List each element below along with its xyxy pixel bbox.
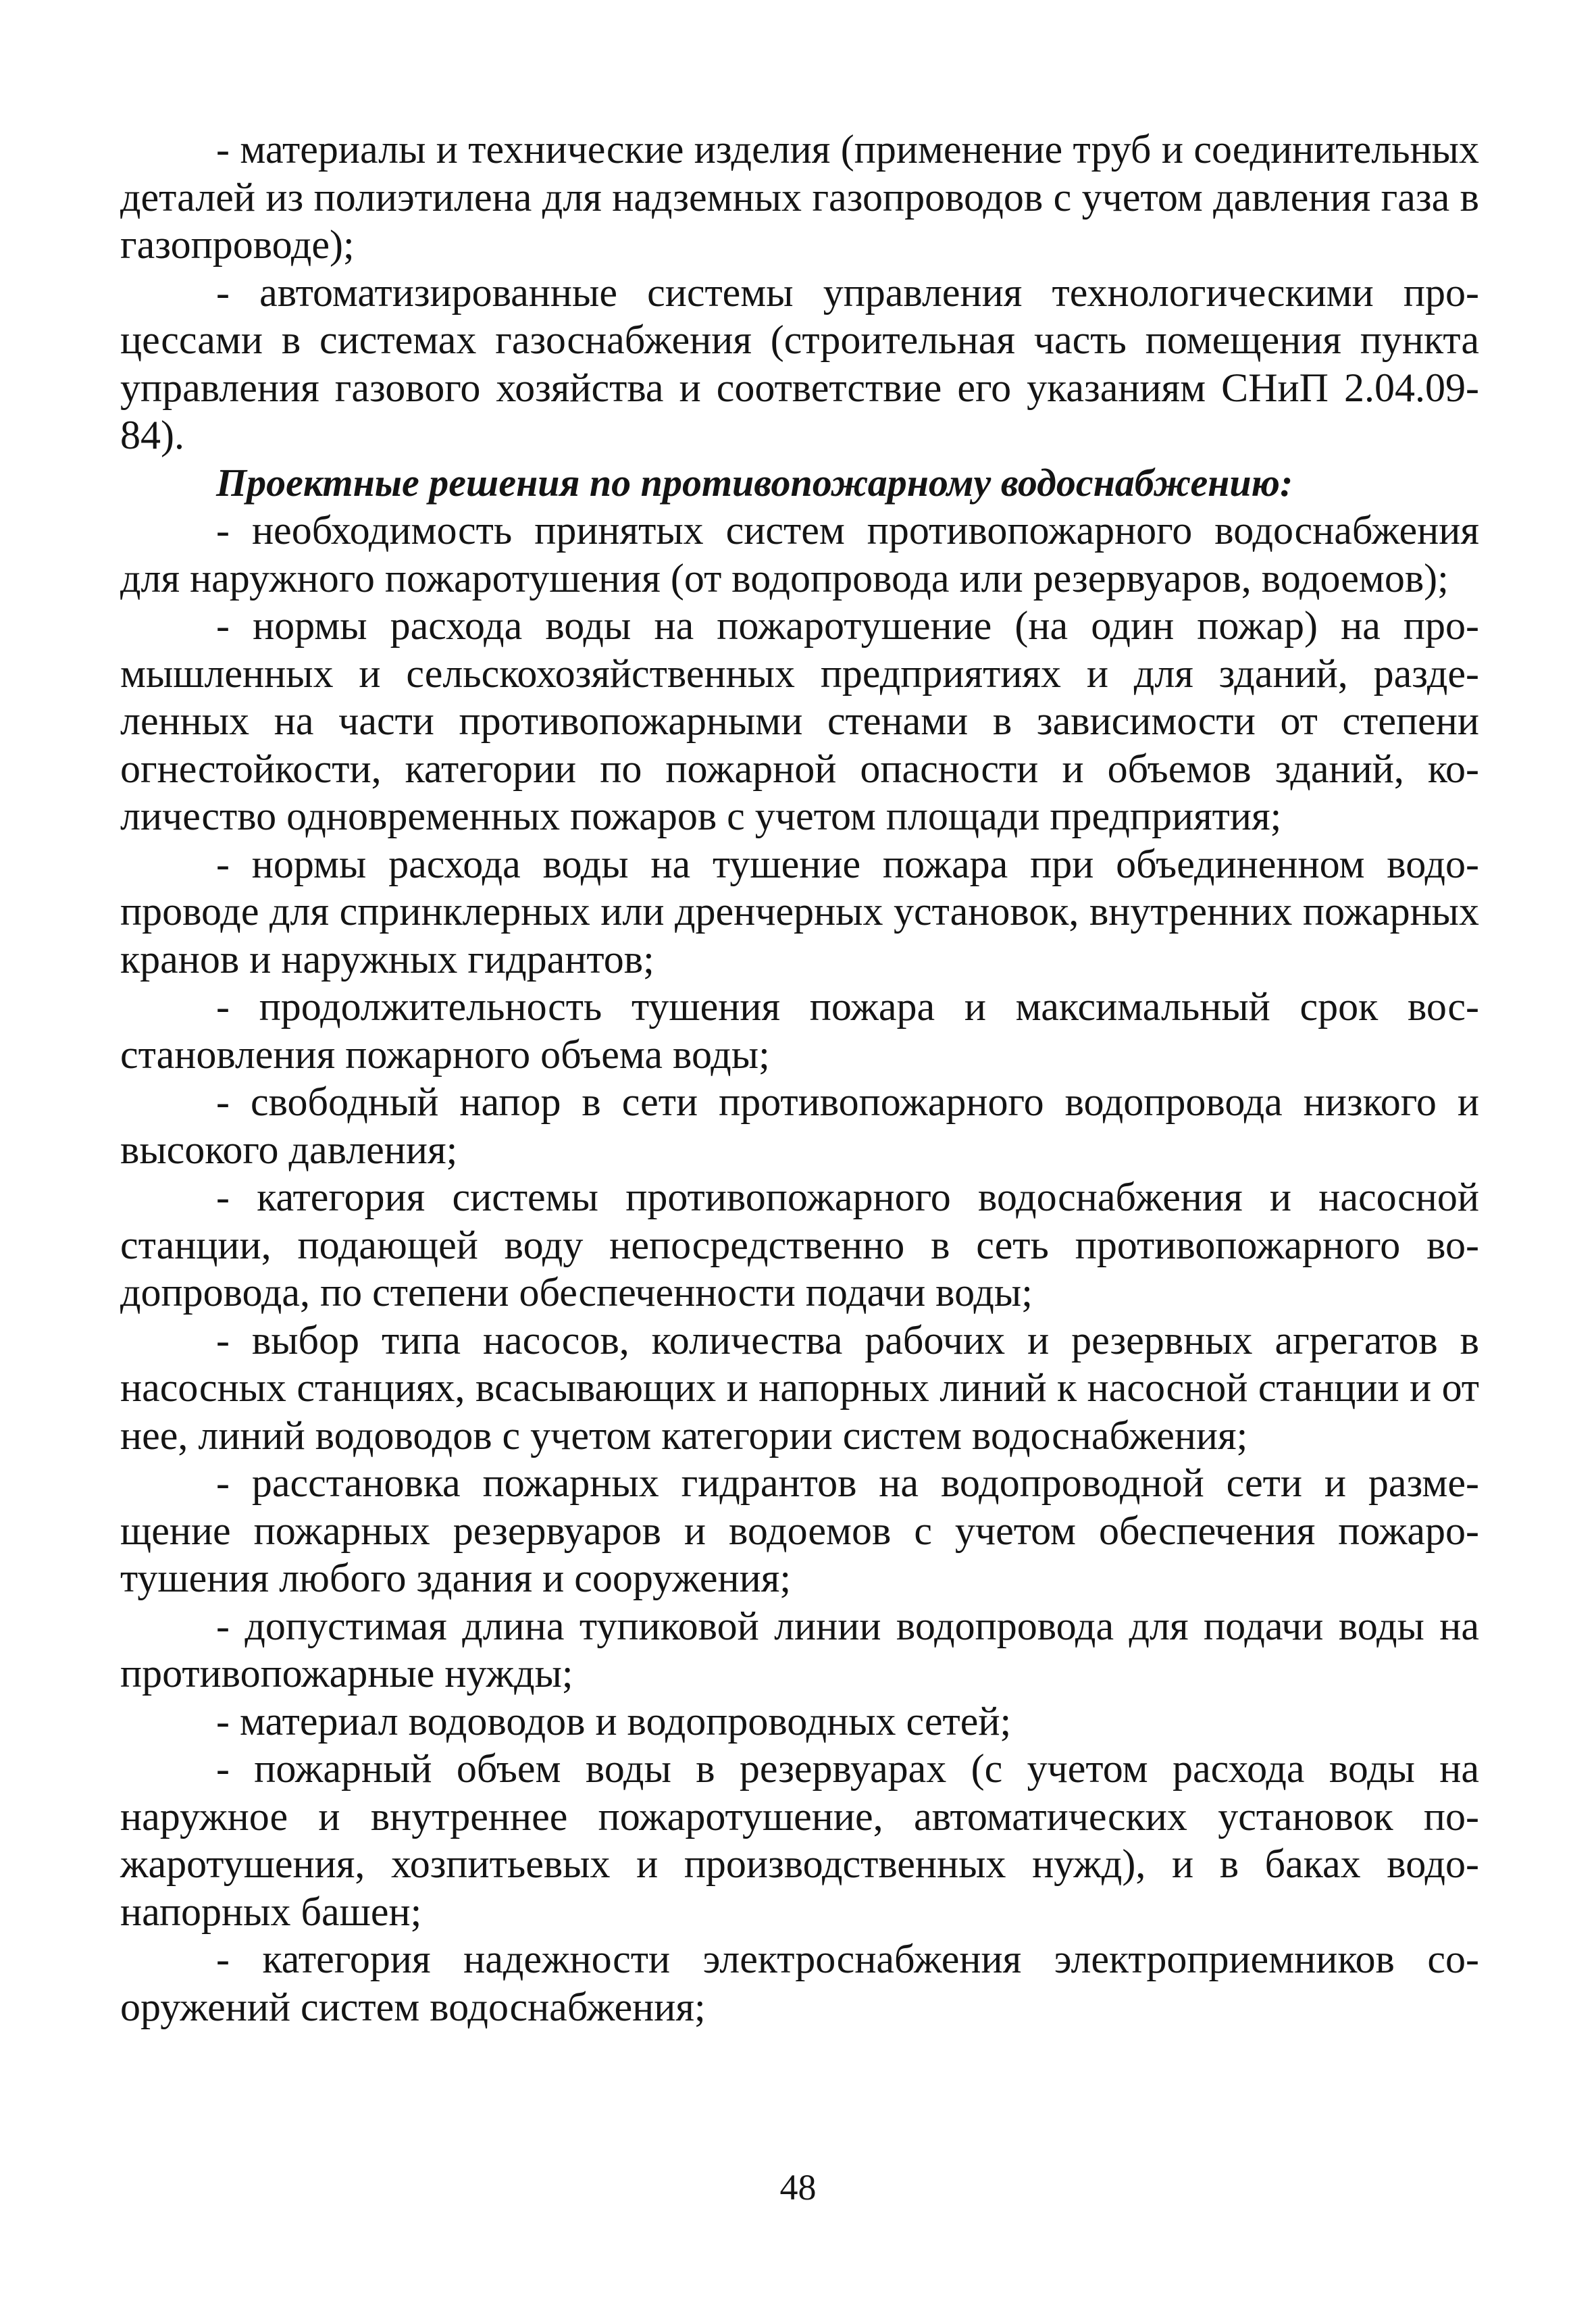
- paragraph-duration: - продолжительность тушения пожара и максимальный срок восстановления пожарного объема воды;: [120, 984, 1479, 1077]
- paragraph-pressure: - свободный напор в сети противопожарного водопровода низкого и высокого давления;: [120, 1079, 1479, 1172]
- paragraph-power-reliability: - категория надежности электроснабжения электроприемников сооружений систем водоснабжения;: [120, 1937, 1479, 2029]
- paragraph-pumps: - выбор типа насосов, количества рабочих и резервных агрегатов в насосных станциях, всасывающих и напорных линий к насосной станции и от нее, линий водоводов с учетом категории систем водоснабжения;: [120, 1317, 1479, 1458]
- section-heading: Проектные решения по противопожарному водоснабжению:: [216, 460, 1293, 505]
- paragraph-automation: - автоматизированные системы управления технологическими процессами в системах газоснабжения (строительная часть помещения пункта управления газового хозяйства и соответствие его указаниям СНиП 2.04.09-84).: [120, 270, 1479, 457]
- page-body: [120, 126, 1479, 2031]
- page-number: 48: [779, 2167, 817, 2208]
- paragraph-water-norms: - нормы расхода воды на пожаротушение (на один пожар) на промышленных и сельскохозяйственных предприятиях и для зданий, разделенных на части противопожарными стенами в зависимости от степени огнестойкости, категории по пожарной опасности и объемов зданий, количество одновременных пожаров с учетом площади предприятия;: [120, 603, 1479, 838]
- paragraph-materials: - материалы и технические изделия (применение труб и соединительных деталей из полиэтилена для надземных газопроводов с учетом давления газа в газопроводе);: [120, 127, 1479, 267]
- paragraph-deadend: - допустимая длина тупиковой линии водопровода для подачи воды на противопожарные нужды;: [120, 1603, 1479, 1696]
- paragraph-material: - материал водоводов и водопроводных сетей;: [216, 1698, 1012, 1744]
- paragraph-hydrants: - расстановка пожарных гидрантов на водопроводной сети и размещение пожарных резервуаров и водоемов с учетом обеспечения пожаротушения любого здания и сооружения;: [120, 1460, 1479, 1600]
- paragraph-necessity: - необходимость принятых систем противопожарного водоснабжения для наружного пожаротушения (от водопровода или резервуаров, водоемов);: [120, 508, 1479, 601]
- paragraph-reservoir-volume: - пожарный объем воды в резервуарах (с учетом расхода воды на наружное и внутреннее пожаротушение, автоматических установок пожаротушения, хозпитьевых и производственных нужд), и в баках водонапорных башен;: [120, 1746, 1479, 1934]
- paragraph-category: - категория системы противопожарного водоснабжения и насосной станции, подающей воду непосредственно в сеть противопожарного водопровода, по степени обеспеченности подачи воды;: [120, 1175, 1479, 1315]
- paragraph-combined-norms: - нормы расхода воды на тушение пожара при объединенном водопроводе для спринклерных или дренчерных установок, внутренних пожарных кранов и наружных гидрантов;: [120, 841, 1479, 982]
